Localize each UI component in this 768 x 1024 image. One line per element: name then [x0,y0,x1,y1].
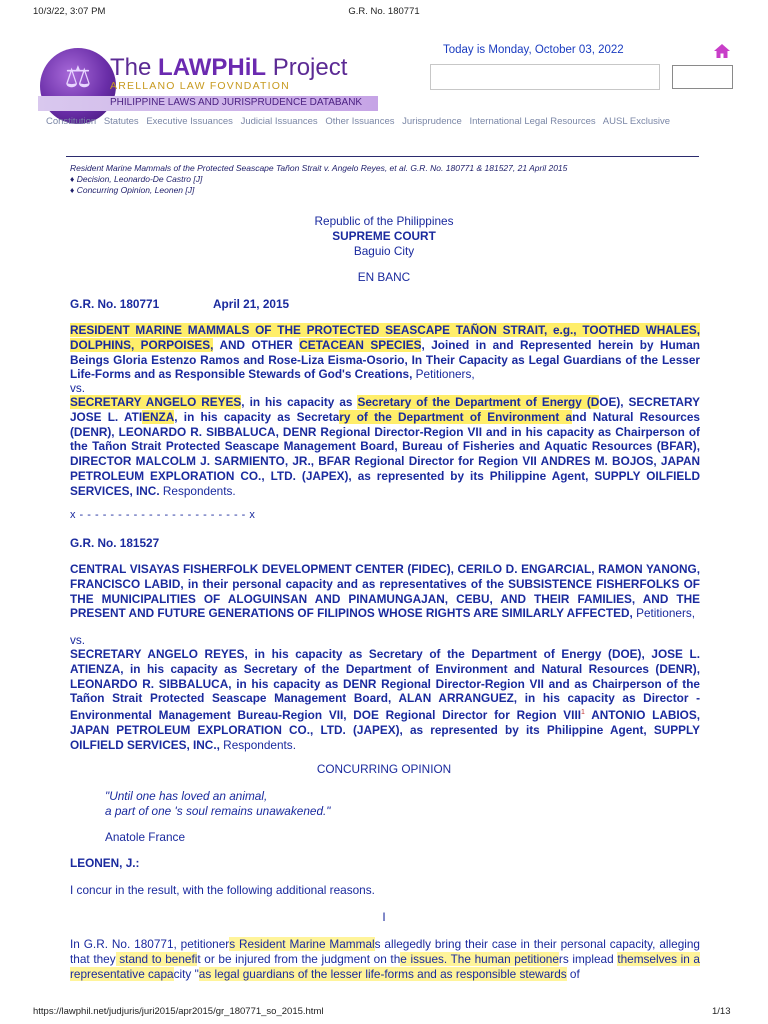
search-input[interactable] [430,64,660,90]
p1-f: of [566,966,580,981]
print-footer-page: 1/13 [712,1006,731,1017]
p1-highlight-4: human petitione [474,951,559,966]
court-republic: Republic of the Philippines [314,214,454,228]
p1-e: city " [173,966,199,981]
case1-resp-d: nd Natural Resources (DENR), LEONARDO R. SIBBALUCA, DENR Regional Director-Region VII and in his capacity as Chairperson of the Tañon Strait Protected Seascape Management Board, Bureau of Fisheries and Aquatic Resources (BFAR), DIRECTOR MALCOLM J. SARMIENTO, JR., BFAR Regional Director for Region VII ANDRES M. BOJOS, JAPAN PETROLEUM EXPLORATION CO., LTD. (JAPEX), as represented by its Philippine Agent, SUPPLY OILFIELD SERVICES, INC. [70,409,700,498]
case1-gr-number: G.R. No. 180771 [70,297,160,311]
case1-pet-highlight-2: CETACEAN SPECIES [299,337,422,352]
case1-resp-c: , in his capacity as Secreta [174,409,340,424]
epigraph-line-1: "Until one has loved an animal, [105,789,268,803]
case1-resp-highlight-4: ry of the Department of Environment a [339,409,573,424]
epigraph-author: Anatole France [105,830,186,844]
court-heading [0,214,768,258]
foundation-name: ARELLANO LAW FOVNDATION [110,80,290,92]
site-title-suffix: Project [266,54,348,81]
case1-pet-highlight-1: RESIDENT MARINE MAMMALS OF THE PROTECTED SEASCAPE TAÑON STRAIT, e.g., TOOTHED WHALES, DOLPHINS, PORPOISES, [70,323,700,352]
case1-pet-rest: , Joined in and Represented herein by Human Beings Gloria Estenzo Ramos and Rose-Liza Eisma-Osorio, In Their Capacity as Legal Guardians of the Lesser Life-Forms and as Responsible Stewards of God's Creations, [70,337,700,382]
opinion-heading: CONCURRING OPINION [316,762,452,776]
p1-d: rs implead [558,951,618,966]
p1-c: t or be injured from the judgment on th [197,951,401,966]
case1-pet-mid: AND OTHER [213,337,300,352]
case-divider: x - - - - - - - - - - - - - - - - - - - - - - x [70,509,256,521]
home-icon[interactable] [713,43,731,59]
site-title-strong: LAWPHiL [158,54,267,81]
citation-block [70,163,700,196]
court-city: Baguio City [353,243,415,258]
print-datetime: 10/3/22, 3:07 PM [33,6,106,17]
header-divider [66,156,699,157]
case1-petitioners [70,323,700,382]
case1-resp-highlight-3: ENZA [142,409,175,424]
case1-resp-highlight-2: Secretary of the Department of Energy (D [357,395,600,409]
case1-resp-a: , in his capacity as [241,395,358,409]
case1-date: April 21, 2015 [213,297,290,311]
opinion-intro: I concur in the result, with the following additional reasons. [70,883,375,897]
footnote-ref-1[interactable]: 1 [581,709,585,717]
nav-ausl-exclusive[interactable]: AUSL Exclusive [602,116,671,127]
site-title-prefix: The [110,54,159,81]
nav-jurisprudence[interactable]: Jurisprudence [402,116,462,127]
nav-executive-issuances[interactable]: Executive Issuances [146,116,233,127]
p1-highlight-1: s Resident Marine Mammal [229,937,375,951]
section-numeral: I [382,910,386,924]
nav-international-legal-resources[interactable]: International Legal Resources [469,116,596,127]
case2-vs: vs. [70,633,86,647]
case2-petitioners [70,562,700,621]
p1-highlight-2: stand to benefi [115,951,198,966]
opinion-paragraph-1 [70,937,700,981]
court-name: SUPREME COURT [332,228,436,243]
print-doc-title: G.R. No. 180771 [348,6,420,17]
print-footer-url: https://lawphil.net/judjuris/juri2015/apr2015/gr_180771_so_2015.html [33,1006,324,1017]
court-division: EN BANC [357,270,411,284]
search-button[interactable] [672,65,733,89]
p1-highlight-6: as legal guardians of the lesser life-forms and as responsible stewards [198,966,567,981]
case2-resp-a: SECRETARY ANGELO REYES, in his capacity as Secretary of the Department of Energy (DOE), JOSE L. ATIENZA, in his capacity as Secretary of the Department of Environment and Natural Resources (DENR), LEONARDO R. SIBBALUCA, in his capacity as DENR Regional Director-Region VII and as Chairperson of the Tañon Strait Protected Seascape Management Board, ALAN ARRANGUEZ, in his capacity as Director - Environmental Management Bureau-Region VII, DOE Regional Director for Region VIII [70,647,700,723]
p1-b: s allegedly bring their case in their personal capacity, alleging that they [70,937,700,966]
citation-link-decision[interactable]: ♦ Decision, Leonardo-De Castro [J] [70,174,203,184]
nav-constitution[interactable]: Constitution [46,116,97,127]
nav-judicial-issuances[interactable]: Judicial Issuances [240,116,318,127]
p1-highlight-5: themselves in a representative capa [70,951,700,981]
case2-respondents [70,647,700,753]
case1-pet-role: Petitioners, [412,367,475,382]
citation-link-concurring[interactable]: ♦ Concurring Opinion, Leonen [J] [70,185,195,195]
case2-resp-role: Respondents. [219,737,296,752]
justice-name: LEONEN, J.: [70,856,140,870]
nav-statutes[interactable]: Statutes [103,116,139,127]
nav-other-issuances[interactable]: Other Issuances [325,116,395,127]
case1-vs: vs. [70,381,86,395]
scales-of-justice-icon: ⚖ [64,61,92,94]
case1-resp-role: Respondents. [159,483,236,498]
p1-highlight-3: e issues. The [400,951,475,966]
case2-pet: CENTRAL VISAYAS FISHERFOLK DEVELOPMENT CENTER (FIDEC), CERILO D. ENGARCIAL, RAMON YANONG, FRANCISCO LABID, in their personal capacity and as representatives of the SUBSISTENCE FISHERFOLKS OF THE MUNICIPALITIES OF ALOGUINSAN AND PINAMUNGAJAN, CEBU, AND THEIR FAMILIES, AND THE PRESENT AND FUTURE GENERATIONS OF FILIPINOS WHOSE RIGHTS ARE SIMILARLY AFFECTED, [70,562,700,621]
epigraph-line-2: a part of one 's soul remains unawakened." [105,804,331,818]
today-date: Today is Monday, October 03, 2022 [443,44,624,56]
case2-gr-number: G.R. No. 181527 [70,536,160,550]
case1-resp-b: OE), SECRETARY JOSE L. ATI [70,395,701,424]
databank-label: PHILIPPINE LAWS AND JURISPRUDENCE DATABANK [110,97,363,108]
case2-pet-role: Petitioners, [632,606,696,621]
p1-a: In G.R. No. 180771, petitioner [70,937,230,951]
site-title[interactable] [110,54,347,82]
case2-resp-b: ANTONIO LABIOS, JAPAN PETROLEUM EXPLORATION CO., LTD. (JAPEX), as represented by its Philippine Agent, SUPPLY OILFIELD SERVICES, INC., [70,708,700,752]
citation-title: Resident Marine Mammals of the Protected Seascape Tañon Strait v. Angelo Reyes, et al. G.R. No. 180771 & 181527, 21 April 2015 [70,163,568,173]
case1-respondents [70,395,700,499]
main-nav [46,116,675,127]
case1-resp-highlight-1: SECRETARY ANGELO REYES [70,395,242,409]
